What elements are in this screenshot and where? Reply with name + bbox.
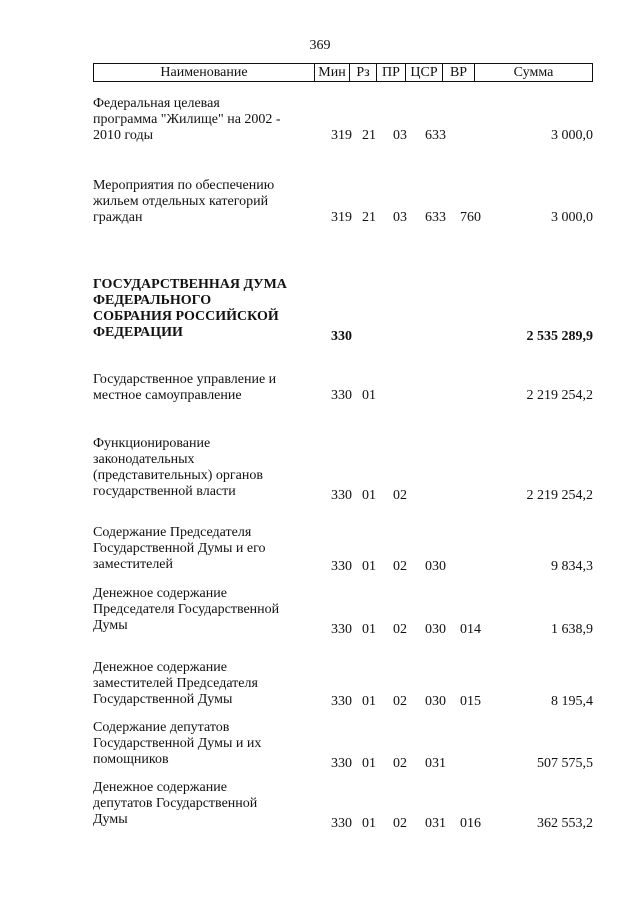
table-row — [93, 372, 593, 404]
row-min: 330 — [331, 756, 352, 771]
row-min: 330 — [331, 388, 352, 403]
row-rz: 01 — [362, 756, 376, 771]
table-row-section — [93, 277, 593, 344]
row-csr: 633 — [425, 128, 446, 143]
table-row — [93, 780, 593, 831]
header-csr: ЦСР — [405, 64, 442, 81]
row-csr: 030 — [425, 559, 446, 574]
row-name: Денежное содержание Председателя Государственной Думы — [93, 586, 280, 633]
row-name: Денежное содержание заместителей Председателя Государственной Думы — [93, 660, 258, 707]
header-vr: ВР — [442, 64, 474, 81]
row-rz: 01 — [362, 816, 376, 831]
table-row — [93, 96, 593, 144]
row-min: 319 — [331, 210, 352, 225]
header-pr: ПР — [376, 64, 405, 81]
row-name: Мероприятия по обеспечению жильем отдельных категорий граждан — [93, 178, 275, 225]
row-pr: 02 — [393, 694, 407, 709]
row-min: 319 — [331, 128, 352, 143]
row-rz: 01 — [362, 488, 376, 503]
table-row — [93, 720, 593, 771]
row-sum: 2 219 254,2 — [526, 388, 593, 403]
row-min: 330 — [331, 488, 352, 503]
row-csr: 633 — [425, 210, 446, 225]
row-csr: 031 — [425, 756, 446, 771]
row-rz: 21 — [362, 210, 376, 225]
row-vr: 015 — [460, 694, 481, 709]
row-sum: 3 000,0 — [551, 128, 593, 143]
row-sum: 2 219 254,2 — [526, 488, 593, 503]
row-name: Содержание депутатов Государственной Думы и их помощников — [93, 720, 262, 767]
row-min: 330 — [331, 329, 352, 344]
row-name: Функционирование законодательных (представительных) органов государственной власти — [93, 436, 263, 499]
row-sum: 362 553,2 — [537, 816, 593, 831]
row-pr: 02 — [393, 559, 407, 574]
table-header — [93, 63, 593, 82]
row-min: 330 — [331, 816, 352, 831]
row-pr: 03 — [393, 128, 407, 143]
row-sum: 9 834,3 — [551, 559, 593, 574]
row-name: Государственное управление и местное самоуправление — [93, 372, 277, 403]
row-name: Федеральная целевая программа "Жилище" на 2002 - 2010 годы — [93, 96, 281, 143]
row-sum: 3 000,0 — [551, 210, 593, 225]
table-row — [93, 660, 593, 708]
row-csr: 031 — [425, 816, 446, 831]
row-min: 330 — [331, 694, 352, 709]
header-rz: Рз — [349, 64, 376, 81]
table-row — [93, 436, 593, 503]
header-min: Мин — [314, 64, 349, 81]
row-sum: 507 575,5 — [537, 756, 593, 771]
row-name: ГОСУДАРСТВЕННАЯ ДУМА ФЕДЕРАЛЬНОГО СОБРАНИЯ РОССИЙСКОЙ ФЕДЕРАЦИИ — [93, 277, 287, 340]
header-name: Наименование — [160, 64, 248, 80]
row-sum: 8 195,4 — [551, 694, 593, 709]
row-name: Денежное содержание депутатов Государственной Думы — [93, 780, 258, 827]
row-csr: 030 — [425, 694, 446, 709]
row-sum: 2 535 289,9 — [526, 329, 593, 344]
row-vr: 016 — [460, 816, 481, 831]
row-sum: 1 638,9 — [551, 622, 593, 637]
row-pr: 02 — [393, 488, 407, 503]
row-rz: 01 — [362, 622, 376, 637]
row-pr: 02 — [393, 756, 407, 771]
row-rz: 01 — [362, 388, 376, 403]
row-rz: 21 — [362, 128, 376, 143]
table-row — [93, 586, 593, 637]
page-number: 369 — [309, 38, 331, 53]
row-name: Содержание Председателя Государственной Думы и его заместителей — [93, 525, 266, 572]
header-sum: Сумма — [474, 64, 592, 81]
row-csr: 030 — [425, 622, 446, 637]
row-vr: 760 — [460, 210, 481, 225]
row-min: 330 — [331, 559, 352, 574]
row-rz: 01 — [362, 559, 376, 574]
row-pr: 02 — [393, 622, 407, 637]
row-pr: 02 — [393, 816, 407, 831]
row-rz: 01 — [362, 694, 376, 709]
table-row — [93, 525, 593, 573]
row-vr: 014 — [460, 622, 481, 637]
row-min: 330 — [331, 622, 352, 637]
row-pr: 03 — [393, 210, 407, 225]
table-row — [93, 178, 593, 226]
